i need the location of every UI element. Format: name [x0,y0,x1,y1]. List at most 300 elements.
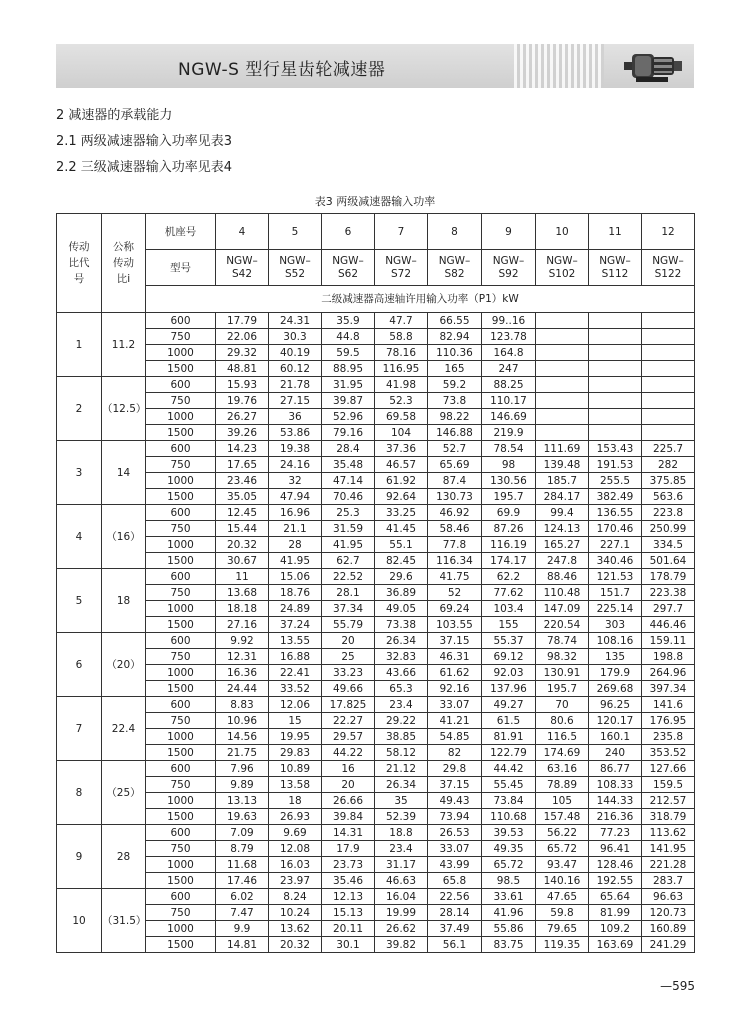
power-cell: 60.12 [269,361,322,377]
power-cell: 157.48 [536,809,589,825]
power-cell: 501.64 [642,553,695,569]
frame-cell: 6 [322,214,375,250]
power-cell: 11 [216,569,269,585]
power-cell [589,377,642,393]
power-cell: 38.85 [375,729,428,745]
speed-cell: 600 [146,441,216,457]
table-row [57,793,695,809]
power-cell: 41.96 [482,905,536,921]
power-cell: 44.22 [322,745,375,761]
header-stripes [514,44,604,88]
power-cell: 33.25 [375,505,428,521]
power-cell: 69.58 [375,409,428,425]
power-cell: 92.16 [428,681,482,697]
ratio-code-cell: 8 [57,761,102,825]
col-nominal-ratio-header: 公称传动比i [102,214,146,313]
power-cell: 32 [269,473,322,489]
power-cell: 59.2 [428,377,482,393]
power-cell: 82.45 [375,553,428,569]
speed-cell: 1500 [146,361,216,377]
power-cell: 110.36 [428,345,482,361]
power-cell: 15.44 [216,521,269,537]
frame-cell: 5 [269,214,322,250]
speed-cell: 1500 [146,745,216,761]
power-cell: 77.62 [482,585,536,601]
speed-cell: 1500 [146,617,216,633]
power-cell: 120.73 [642,905,695,921]
power-cell: 37.34 [322,601,375,617]
power-cell: 56.1 [428,937,482,953]
speed-cell: 750 [146,585,216,601]
power-cell: 18 [269,793,322,809]
power-cell: 15.13 [322,905,375,921]
power-cell: 29.83 [269,745,322,761]
speed-cell: 600 [146,569,216,585]
power-cell: 52 [428,585,482,601]
power-cell: 46.31 [428,649,482,665]
power-cell: 73.94 [428,809,482,825]
power-cell [642,377,695,393]
power-cell: 137.96 [482,681,536,697]
speed-cell: 600 [146,633,216,649]
power-cell: 69.9 [482,505,536,521]
power-cell: 13.13 [216,793,269,809]
power-cell: 6.02 [216,889,269,905]
power-cell: 96.63 [642,889,695,905]
speed-cell: 600 [146,825,216,841]
table-row [57,329,695,345]
power-cell: 375.85 [642,473,695,489]
power-cell: 353.52 [642,745,695,761]
power-cell: 80.6 [536,713,589,729]
table-row [57,745,695,761]
power-cell: 59.8 [536,905,589,921]
power-cell: 128.46 [589,857,642,873]
model-cell: NGW–S102 [536,250,589,286]
power-cell: 23.97 [269,873,322,889]
power-cell: 79.65 [536,921,589,937]
speed-cell: 600 [146,313,216,329]
table-row [57,729,695,745]
power-cell: 397.34 [642,681,695,697]
speed-cell: 1000 [146,345,216,361]
speed-cell: 1500 [146,425,216,441]
power-cell: 18.76 [269,585,322,601]
speed-cell: 1500 [146,681,216,697]
power-cell: 79.16 [322,425,375,441]
power-cell: 121.53 [589,569,642,585]
power-cell: 12.08 [269,841,322,857]
power-cell: 140.16 [536,873,589,889]
power-cell: 53.86 [269,425,322,441]
power-cell: 65.72 [536,841,589,857]
model-cell: NGW–S112 [589,250,642,286]
speed-cell: 1500 [146,809,216,825]
power-cell: 223.38 [642,585,695,601]
nominal-ratio-cell: （20） [102,633,146,697]
power-cell: 19.63 [216,809,269,825]
power-cell: 17.46 [216,873,269,889]
power-cell: 174.17 [482,553,536,569]
page-header [56,44,694,88]
power-cell: 17.9 [322,841,375,857]
power-cell: 16 [322,761,375,777]
table-row [57,569,695,585]
power-cell: 19.95 [269,729,322,745]
power-cell: 160.1 [589,729,642,745]
power-cell: 241.29 [642,937,695,953]
power-cell: 26.34 [375,777,428,793]
power-cell: 31.95 [322,377,375,393]
power-cell: 78.54 [482,441,536,457]
power-cell [589,425,642,441]
power-cell: 163.69 [589,937,642,953]
power-cell: 30.3 [269,329,322,345]
table-row [57,777,695,793]
power-cell: 29.57 [322,729,375,745]
power-cell: 24.31 [269,313,322,329]
ratio-code-cell: 5 [57,569,102,633]
power-cell: 235.8 [642,729,695,745]
model-cell: NGW–S92 [482,250,536,286]
table-row [57,505,695,521]
power-cell: 61.92 [375,473,428,489]
table-row [57,361,695,377]
speed-cell: 750 [146,905,216,921]
power-cell: 65.69 [428,457,482,473]
power-cell: 16.03 [269,857,322,873]
power-cell [642,425,695,441]
power-cell: 47.14 [322,473,375,489]
power-cell: 178.79 [642,569,695,585]
table-row [57,441,695,457]
power-cell: 29.22 [375,713,428,729]
power-cell [536,425,589,441]
power-cell [642,345,695,361]
section-2-1-heading: 2.1 两级减速器输入功率见表3 [56,134,233,149]
power-cell: 37.36 [375,441,428,457]
speed-cell: 750 [146,457,216,473]
nominal-ratio-cell: （31.5） [102,889,146,953]
power-cell: 26.66 [322,793,375,809]
section-2-heading: 2 减速器的承载能力 [56,108,173,123]
power-cell: 563.6 [642,489,695,505]
power-cell: 61.5 [482,713,536,729]
table-row [57,633,695,649]
power-cell: 151.7 [589,585,642,601]
power-cell: 41.21 [428,713,482,729]
table-row [57,905,695,921]
power-cell: 144.33 [589,793,642,809]
power-cell: 66.55 [428,313,482,329]
speed-cell: 1000 [146,921,216,937]
power-cell: 20 [322,633,375,649]
ratio-code-cell: 10 [57,889,102,953]
table-caption: 表3 两级减速器输入功率 [314,195,436,208]
table-row [57,393,695,409]
table-row [57,313,695,329]
page-number: — 595 [660,979,695,993]
power-cell: 23.4 [375,697,428,713]
power-cell: 225.14 [589,601,642,617]
power-cell: 65.64 [589,889,642,905]
power-cell: 13.62 [269,921,322,937]
power-cell: 49.27 [482,697,536,713]
model-cell: NGW–S82 [428,250,482,286]
power-cell: 52.7 [428,441,482,457]
table-row [57,713,695,729]
table-row [57,409,695,425]
power-cell: 44.8 [322,329,375,345]
table-row [57,921,695,937]
nominal-ratio-cell: （12.5） [102,377,146,441]
power-cell: 26.53 [428,825,482,841]
power-cell: 33.07 [428,841,482,857]
power-cell: 33.23 [322,665,375,681]
col-ratio-code-header: 传动比代号 [57,214,102,313]
power-cell: 81.91 [482,729,536,745]
power-cell: 22.56 [428,889,482,905]
table-row [57,553,695,569]
power-cell: 58.12 [375,745,428,761]
speed-cell: 600 [146,377,216,393]
speed-cell: 750 [146,329,216,345]
power-cell: 87.26 [482,521,536,537]
power-cell [642,409,695,425]
power-cell: 81.99 [589,905,642,921]
power-cell: 78.89 [536,777,589,793]
power-cell: 12.45 [216,505,269,521]
power-cell: 20.32 [216,537,269,553]
power-cell: 30.67 [216,553,269,569]
power-cell: 195.7 [482,489,536,505]
power-cell: 170.46 [589,521,642,537]
power-cell: 22.52 [322,569,375,585]
power-cell: 35 [375,793,428,809]
power-cell: 318.79 [642,809,695,825]
speed-cell: 1500 [146,873,216,889]
power-cell: 139.48 [536,457,589,473]
power-cell: 56.22 [536,825,589,841]
power-cell: 159.11 [642,633,695,649]
power-cell: 284.17 [536,489,589,505]
power-cell: 92.64 [375,489,428,505]
power-cell: 10.24 [269,905,322,921]
power-cell: 19.76 [216,393,269,409]
power-cell: 155 [482,617,536,633]
power-cell: 185.7 [536,473,589,489]
table-row [57,473,695,489]
power-cell: 86.77 [589,761,642,777]
power-cell: 109.2 [589,921,642,937]
speed-cell: 600 [146,889,216,905]
power-cell: 108.16 [589,633,642,649]
power-cell: 123.78 [482,329,536,345]
page-title: NGW-S 型行星齿轮减速器 [178,60,386,80]
power-cell: 39.84 [322,809,375,825]
power-cell: 12.13 [322,889,375,905]
power-cell: 49.43 [428,793,482,809]
model-cell: NGW–S42 [216,250,269,286]
power-cell [589,313,642,329]
power-cell: 247 [482,361,536,377]
model-label: 型号 [146,250,216,286]
power-cell: 55.45 [482,777,536,793]
ratio-code-cell: 2 [57,377,102,441]
model-cell: NGW–S72 [375,250,428,286]
table-subheader: 二级减速器高速轴许用输入功率（P1）kW [146,286,695,313]
power-cell: 212.57 [642,793,695,809]
power-cell: 65.72 [482,857,536,873]
power-cell: 8.79 [216,841,269,857]
power-cell: 43.99 [428,857,482,873]
nominal-ratio-cell: 22.4 [102,697,146,761]
power-cell: 83.75 [482,937,536,953]
power-cell: 165 [428,361,482,377]
power-cell: 46.63 [375,873,428,889]
power-cell: 77.8 [428,537,482,553]
power-cell: 108.33 [589,777,642,793]
power-cell: 33.52 [269,681,322,697]
power-cell: 22.27 [322,713,375,729]
speed-cell: 1000 [146,665,216,681]
power-cell: 13.68 [216,585,269,601]
table-row [57,585,695,601]
table-row [57,425,695,441]
power-cell: 135 [589,649,642,665]
power-cell: 221.28 [642,857,695,873]
speed-cell: 1500 [146,553,216,569]
power-cell [536,377,589,393]
power-cell: 136.55 [589,505,642,521]
table-row [57,873,695,889]
power-cell: 130.56 [482,473,536,489]
power-cell: 19.99 [375,905,428,921]
power-cell [589,409,642,425]
table-row [57,665,695,681]
power-cell: 49.05 [375,601,428,617]
power-cell: 147.09 [536,601,589,617]
speed-cell: 750 [146,521,216,537]
power-cell: 70 [536,697,589,713]
power-cell: 52.3 [375,393,428,409]
power-cell: 9.89 [216,777,269,793]
power-cell: 219.9 [482,425,536,441]
power-cell: 104 [375,425,428,441]
power-cell: 73.84 [482,793,536,809]
speed-cell: 1000 [146,793,216,809]
power-cell: 25.3 [322,505,375,521]
power-cell: 88.46 [536,569,589,585]
power-cell: 55.86 [482,921,536,937]
ratio-code-cell: 9 [57,825,102,889]
power-cell: 14.56 [216,729,269,745]
power-cell: 216.36 [589,809,642,825]
power-cell: 33.61 [482,889,536,905]
power-cell: 27.15 [269,393,322,409]
power-cell: 36 [269,409,322,425]
power-cell: 99.4 [536,505,589,521]
power-cell: 20.32 [269,937,322,953]
frame-cell: 7 [375,214,428,250]
speed-cell: 1000 [146,537,216,553]
power-cell: 283.7 [642,873,695,889]
power-cell [536,361,589,377]
frame-cell: 4 [216,214,269,250]
power-cell: 87.4 [428,473,482,489]
speed-cell: 1000 [146,409,216,425]
power-cell: 55.1 [375,537,428,553]
power-cell: 146.69 [482,409,536,425]
table-row [57,857,695,873]
power-cell: 12.06 [269,697,322,713]
power-cell: 73.38 [375,617,428,633]
power-cell: 28.4 [322,441,375,457]
power-cell: 62.7 [322,553,375,569]
power-cell: 37.15 [428,633,482,649]
nominal-ratio-cell: 11.2 [102,313,146,377]
power-cell: 61.62 [428,665,482,681]
power-cell: 28.14 [428,905,482,921]
power-cell: 24.44 [216,681,269,697]
power-cell: 191.53 [589,457,642,473]
power-cell [589,393,642,409]
power-cell: 98.22 [428,409,482,425]
table-row [57,489,695,505]
speed-cell: 750 [146,777,216,793]
power-cell: 10.89 [269,761,322,777]
power-cell: 146.88 [428,425,482,441]
nominal-ratio-cell: （25） [102,761,146,825]
power-cell: 26.34 [375,633,428,649]
power-cell: 250.99 [642,521,695,537]
speed-cell: 1500 [146,489,216,505]
table-row [57,649,695,665]
power-cell: 120.17 [589,713,642,729]
model-cell: NGW–S52 [269,250,322,286]
power-cell: 21.1 [269,521,322,537]
table-row [57,681,695,697]
power-cell: 96.25 [589,697,642,713]
frame-cell: 9 [482,214,536,250]
power-cell: 10.96 [216,713,269,729]
power-cell: 225.7 [642,441,695,457]
power-cell: 116.95 [375,361,428,377]
table-row [57,377,695,393]
power-cell: 29.6 [375,569,428,585]
power-cell: 93.47 [536,857,589,873]
speed-cell: 750 [146,713,216,729]
power-cell: 69.12 [482,649,536,665]
table-row [57,697,695,713]
power-cell: 20 [322,777,375,793]
power-cell: 153.43 [589,441,642,457]
power-cell: 9.92 [216,633,269,649]
power-cell: 58.46 [428,521,482,537]
power-cell: 98 [482,457,536,473]
frame-cell: 8 [428,214,482,250]
frame-cell: 10 [536,214,589,250]
power-cell: 16.88 [269,649,322,665]
power-cell: 47.65 [536,889,589,905]
power-cell: 82 [428,745,482,761]
power-cell: 195.7 [536,681,589,697]
power-cell: 23.46 [216,473,269,489]
power-cell: 176.95 [642,713,695,729]
power-cell: 88.25 [482,377,536,393]
power-cell: 110.17 [482,393,536,409]
power-cell: 73.8 [428,393,482,409]
